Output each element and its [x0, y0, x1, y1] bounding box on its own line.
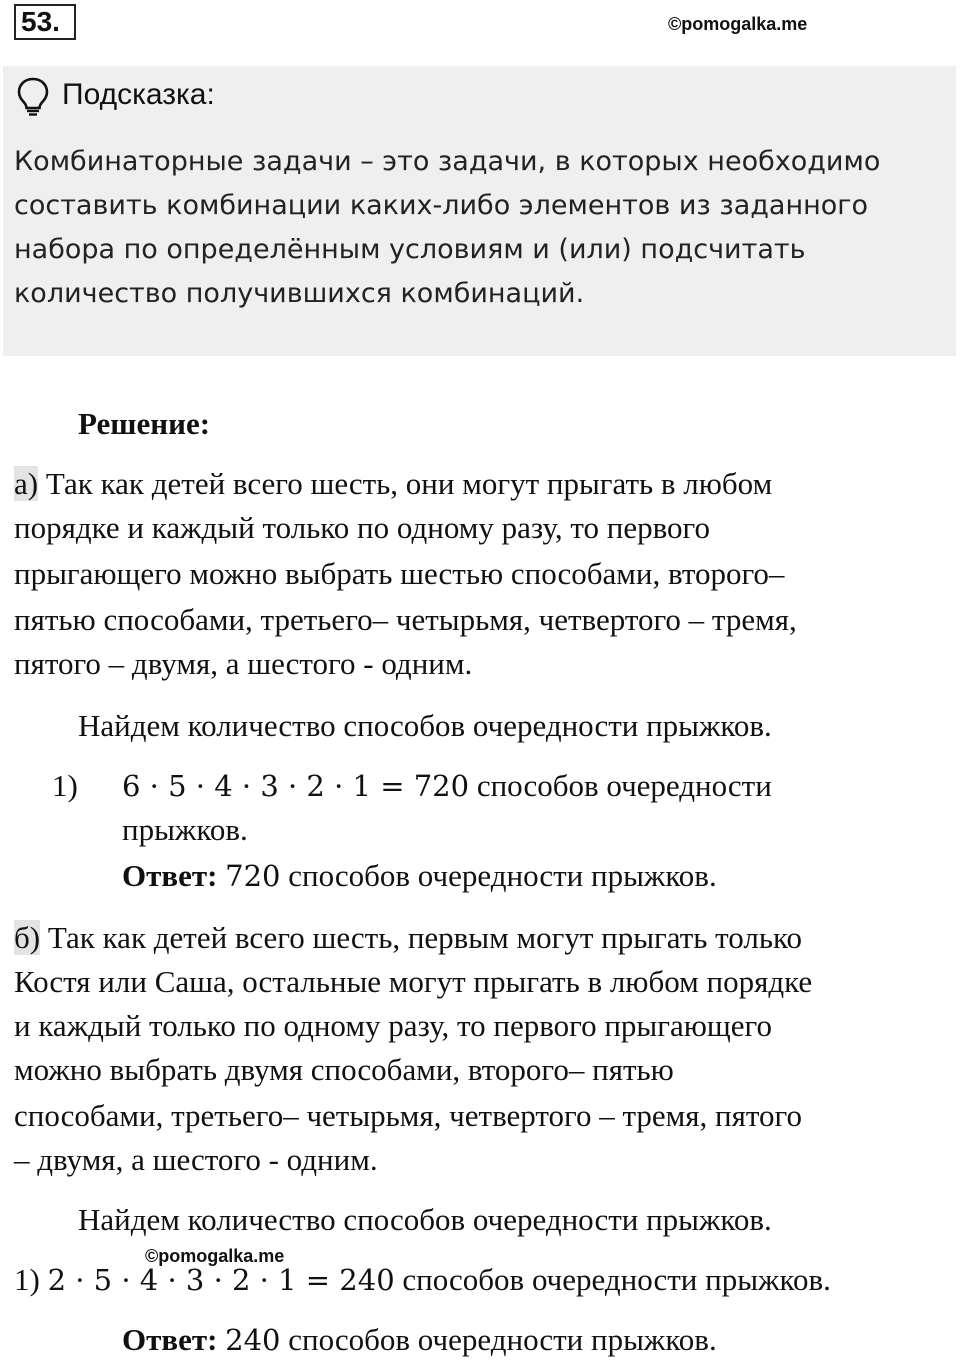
- part-a-text: Так как детей всего шесть, они могут прыгать в любом: [38, 466, 773, 501]
- solution-heading: Решение:: [78, 406, 211, 441]
- hint-line: Комбинаторные задачи – это задачи, в которых необходимо: [14, 146, 881, 177]
- hint-title: Подсказка:: [62, 78, 215, 111]
- part-a-marker: а): [14, 466, 39, 501]
- part-a-formula-line: [122, 764, 772, 808]
- part-a-line: пятого – двумя, а шестого - одним.: [14, 646, 473, 681]
- part-b-answer: [122, 1318, 717, 1362]
- answer-value: 720: [225, 859, 281, 893]
- part-b-formula: 2 · 5 · 4 · 3 · 2 · 1 = 240: [47, 1263, 395, 1297]
- answer-text: способов очередности прыжков.: [280, 858, 717, 893]
- part-a-line: пятью способами, третьего– четырьмя, четвертого – тремя,: [14, 602, 797, 637]
- part-b-marker: б): [14, 920, 41, 955]
- part-b-step-number: 1): [14, 1262, 40, 1297]
- part-b-formula-suffix: способов очередности прыжков.: [394, 1262, 831, 1297]
- part-a-formula-suffix: способов очередности: [469, 768, 772, 803]
- part-b-line: можно выбрать двумя способами, второго– пятью: [14, 1052, 674, 1087]
- part-b-intro: Найдем количество способов очередности прыжков.: [78, 1202, 772, 1237]
- lightbulb-icon: [16, 76, 50, 116]
- answer-text: способов очередности прыжков.: [280, 1322, 717, 1357]
- problem-number: 53.: [14, 4, 76, 40]
- answer-value: 240: [225, 1323, 281, 1357]
- part-b-line: способами, третьего– четырьмя, четвертого – тремя, пятого: [14, 1098, 802, 1133]
- answer-label: Ответ:: [122, 1322, 218, 1357]
- part-b-text: Так как детей всего шесть, первым могут прыгать только: [40, 920, 802, 955]
- part-b-line: и каждый только по одному разу, то первого прыгающего: [14, 1008, 772, 1043]
- part-b-line: [14, 916, 802, 960]
- hint-line: составить комбинации каких-либо элементов из заданного: [14, 190, 868, 221]
- hint-line: набора по определённым условиям и (или) подсчитать: [14, 234, 806, 265]
- part-a-formula: 6 · 5 · 4 · 3 · 2 · 1 = 720: [122, 769, 470, 803]
- part-b-line: Костя или Саша, остальные могут прыгать в любом порядке: [14, 964, 813, 999]
- part-a-line: порядке и каждый только по одному разу, то первого: [14, 510, 710, 545]
- watermark-top: ©pomogalka.me: [668, 14, 808, 34]
- hint-line: количество получившихся комбинаций.: [14, 278, 585, 309]
- part-a-formula-cont: прыжков.: [122, 812, 248, 847]
- part-a-line: прыгающего можно выбрать шестью способами, второго–: [14, 556, 785, 591]
- part-a-step-number: 1): [52, 768, 78, 803]
- answer-label: Ответ:: [122, 858, 218, 893]
- part-a-answer: [122, 854, 717, 898]
- part-a-line: [14, 462, 772, 506]
- watermark-bottom: ©pomogalka.me: [145, 1246, 285, 1266]
- part-b-line: – двумя, а шестого - одним.: [14, 1142, 378, 1177]
- part-a-intro: Найдем количество способов очередности прыжков.: [78, 708, 772, 743]
- part-b-formula-line: [14, 1258, 831, 1302]
